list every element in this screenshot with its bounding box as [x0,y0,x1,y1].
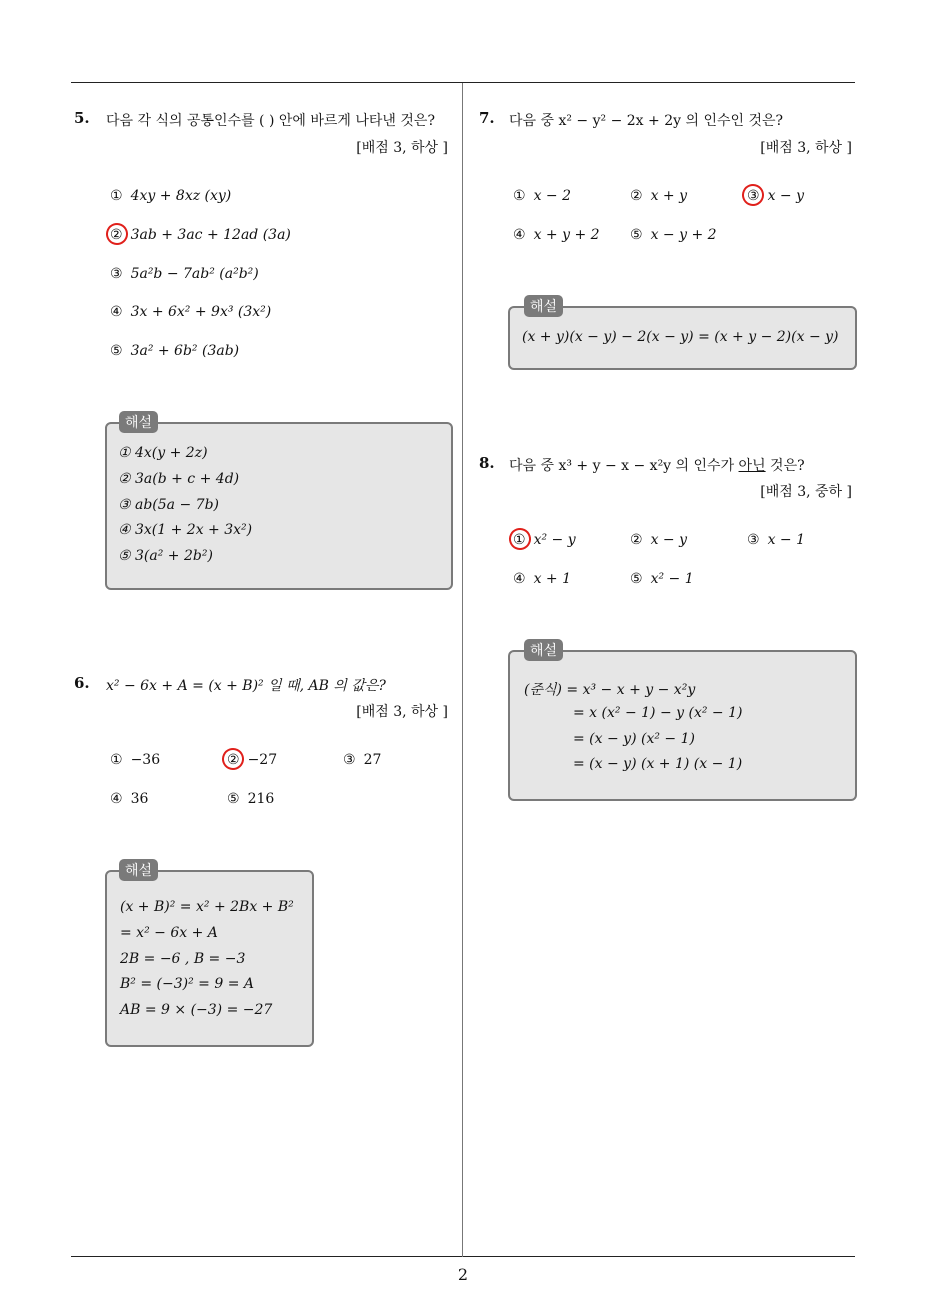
q5-explain-line: ③ ab(5a − 7b) [118,497,219,513]
q7-text: 다음 중 x² − y² − 2x + 2y 의 인수인 것은? [509,113,784,129]
option-number: ② [110,227,123,243]
option-number: ④ [513,571,526,587]
q6-option-3[interactable] [343,752,381,768]
option-number: ① [110,188,123,204]
q6-text: x² − 6x + A = (x + B)² 일 때, AB 의 값은? [106,678,386,694]
q8-number: 8. [479,454,495,472]
q6-option-5[interactable] [227,791,274,807]
q5-number: 5. [74,109,90,127]
option-text: x² − y [533,532,576,548]
option-number: ⑤ [630,227,643,243]
q5-explain-line: ⑤ 3(a² + 2b²) [118,548,213,564]
q6-meta: [배점 3, 하상 ] [356,704,448,720]
option-number: ③ [110,266,123,282]
option-text: −36 [130,752,161,768]
q5-explain-line: ④ 3x(1 + 2x + 3x²) [118,522,253,538]
option-text: 3a² + 6b² (3ab) [130,343,240,359]
option-text: −27 [247,752,278,768]
q7-explain-line: (x + y)(x − y) − 2(x − y) = (x + y − 2)(x − y) [522,329,839,345]
q7-number: 7. [479,109,495,127]
q7-answer-circle [739,181,767,209]
q6-explain-line: AB = 9 × (−3) = −27 [120,1002,273,1018]
q8-text-post: 것은? [765,458,805,474]
q6-number: 6. [74,674,90,692]
option-text: x − 2 [533,188,571,204]
column-divider [462,83,463,1257]
q8-option-4[interactable] [513,571,571,587]
q7-option-5[interactable] [630,227,717,243]
q5-explain-line: ① 4x(y + 2z) [118,445,208,461]
option-text: x + 1 [533,571,571,587]
option-number: ② [630,188,643,204]
bottom-rule [71,1256,855,1257]
option-text: x + y [650,188,687,204]
q5-option-2[interactable] [110,227,291,243]
q6-explain-line: (x + B)² = x² + 2Bx + B² [120,899,294,915]
q8-option-5[interactable] [630,571,694,587]
option-number: ⑤ [110,343,123,359]
option-number: ③ [747,532,760,548]
option-text: 3ab + 3ac + 12ad (3a) [130,227,291,243]
option-number: ④ [513,227,526,243]
q8-explain-line: = x (x² − 1) − y (x² − 1) [573,705,743,721]
q8-explain-box [508,650,857,801]
option-text: 27 [363,752,382,768]
page-number: 2 [457,1265,469,1284]
option-text: 4xy + 8xz (xy) [130,188,232,204]
q6-option-4[interactable] [110,791,148,807]
q8-answer-circle [506,525,534,553]
q5-explain-line: ② 3a(b + c + 4d) [118,471,240,487]
option-text: x − y [650,532,687,548]
option-text: 5a²b − 7ab² (a²b²) [130,266,259,282]
option-number: ① [513,188,526,204]
q5-option-5[interactable] [110,343,239,359]
option-number: ⑤ [630,571,643,587]
q6-explain-line: 2B = −6 , B = −3 [120,951,246,967]
q8-option-3[interactable] [747,532,805,548]
q5-explain-label: 해설 [119,411,158,433]
q6-explain-label: 해설 [119,859,158,881]
q8-explain-line: = (x − y) (x² − 1) [573,731,695,747]
q6-answer-circle [219,745,247,773]
q5-text: 다음 각 식의 공통인수를 ( ) 안에 바르게 나타낸 것은? [106,113,435,129]
q5-option-3[interactable] [110,266,259,282]
top-rule [71,82,855,83]
q8-text-pre: 다음 중 x³ + y − x − x²y 의 인수가 [509,458,739,474]
q7-option-4[interactable] [513,227,600,243]
option-text: 3x + 6x² + 9x³ (3x²) [130,304,272,320]
q8-text-emphasis: 아닌 [738,458,766,474]
option-number: ④ [110,304,123,320]
q7-option-1[interactable] [513,188,571,204]
q6-explain-line: B² = (−3)² = 9 = A [120,976,254,992]
q8-explain-label: 해설 [524,639,563,661]
q5-meta: [배점 3, 하상 ] [356,140,448,156]
q7-option-2[interactable] [630,188,687,204]
q7-meta: [배점 3, 하상 ] [760,140,852,156]
option-text: x − y + 2 [650,227,717,243]
q7-explain-label: 해설 [524,295,563,317]
option-text: x − 1 [767,532,805,548]
q6-option-1[interactable] [110,752,160,768]
option-number: ① [513,532,526,548]
option-number: ④ [110,791,123,807]
option-number: ② [227,752,240,768]
option-number: ① [110,752,123,768]
q8-text [509,455,805,475]
q8-option-2[interactable] [630,532,687,548]
q5-option-1[interactable] [110,188,231,204]
option-number: ② [630,532,643,548]
q5-answer-circle [103,220,131,248]
q8-explain-line: (준식) = x³ − x + y − x²y [524,682,696,698]
option-text: x + y + 2 [533,227,600,243]
option-text: 36 [130,791,149,807]
option-number: ⑤ [227,791,240,807]
q8-explain-line: = (x − y) (x + 1) (x − 1) [573,756,743,772]
option-text: x² − 1 [650,571,694,587]
q8-meta: [배점 3, 중하 ] [760,484,852,500]
q5-option-4[interactable] [110,304,271,320]
q6-explain-line: = x² − 6x + A [120,925,218,941]
option-text: x − y [767,188,804,204]
option-text: 216 [247,791,275,807]
option-number: ③ [747,188,760,204]
option-number: ③ [343,752,356,768]
